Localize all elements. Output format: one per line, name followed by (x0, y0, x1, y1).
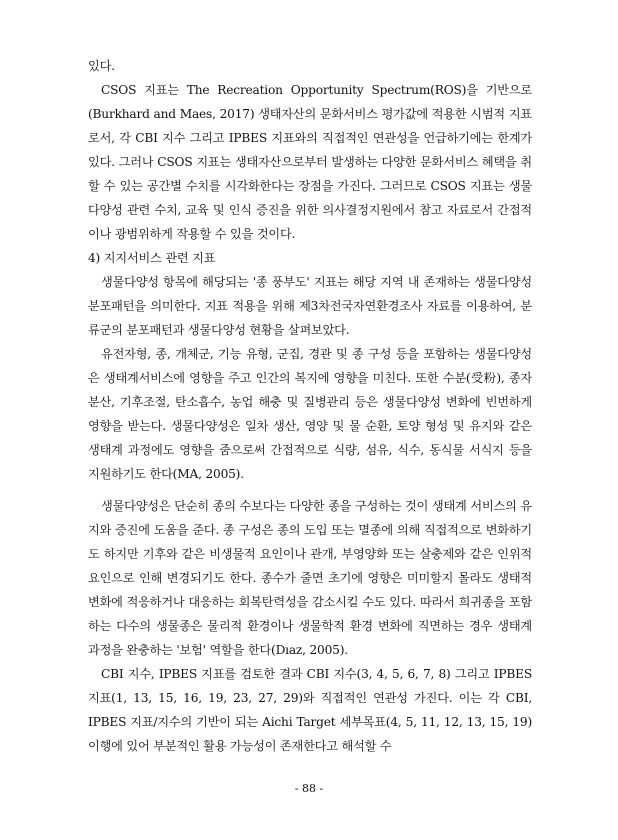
paragraph-species-composition: 생물다양성은 단순히 종의 수보다는 다양한 종을 구성하는 것이 생태계 서비스의 유지와 증진에 도움을 준다. 종 구성은 종의 도입 또는 멸종에 의해 직접적으로 변화하기도 하지만 기후와 같은 비생물적 요인이나 관개, 부영양화 또는 살충제와 같은 인위적 요인으로 인해 변경되기도 한다. 종수가 줄면 초기에 영향은 미미할지 몰라도 생태적 변화에 적응하거나 대응하는 회복탄력성을 감소시킬 수도 있다. 따라서 희귀종을 포함하는 다수의 생물종은 물리적 환경이나 생물학적 환경 변화에 직면하는 경우 생태계 과정을 완충하는 '보험' 역할을 한다(Dıaz, 2005). (88, 499, 532, 657)
body-text (88, 54, 532, 758)
section-heading: 4) 지지서비스 관련 지표 (88, 251, 216, 265)
paragraph-csos: CSOS 지표는 The Recreation Opportunity Spectrum(ROS)을 기반으로 (Burkhard and Maes, 2017) 생태자산의 문화서비스 평가값에 적용한 시범적 지표로서, 각 CBI 지수 그리고 IPBES 지표와의 직접적인 연관성을 언급하기에는 한계가 있다. 그러나 CSOS 지표는 생태자산으로부터 발생하는 다양한 문화서비스 혜택을 취할 수 있는 공간별 수치를 시각화한다는 장점을 가진다. 그러므로 CSOS 지표는 생물다양성 관련 수치, 교육 및 인식 증진을 위한 의사결정지원에서 참고 자료로서 간접적이나 광범위하게 작용할 수 있을 것이다. (88, 83, 532, 241)
page-number: - 88 - (294, 782, 324, 795)
paragraph-cbi-ipbes: CBI 지수, IPBES 지표를 검토한 결과 CBI 지수(3, 4, 5, 6, 7, 8) 그리고 IPBES 지표(1, 13, 15, 16, 19, 23, 27, 29)와 직접적인 연관성 가진다. 이는 각 CBI, IPBES 지표/지수의 기반이 되는 Aichi Target 세부목표(4, 5, 11, 12, 13, 15, 19) 이행에 있어 부분적인 활용 가능성이 존재한다고 해석할 수 (88, 667, 532, 753)
continuation-text: 있다. (88, 59, 115, 73)
paragraph-species-richness: 생물다양성 항목에 해당되는 '종 풍부도' 지표는 해당 지역 내 존재하는 생물다양성 분포패턴을 의미한다. 지표 적용을 위해 제3차전국자연환경조사 자료를 이용하여, 분류군의 분포패턴과 생물다양성 현황을 살펴보았다. (88, 275, 532, 337)
paragraph-biodiversity-services: 유전자형, 종, 개체군, 기능 유형, 군집, 경관 및 종 구성 등을 포함하는 생물다양성은 생태계서비스에 영향을 주고 인간의 복지에 영향을 미친다. 또한 수분(受粉), 종자 분산, 기후조절, 탄소흡수, 농업 해충 및 질병관리 등은 생물다양성 변화에 빈번하게 영향을 받는다. 생물다양성은 일차 생산, 영양 및 물 순환, 토양 형성 및 유지와 같은 생태계 과정에도 영향을 줌으로써 간접적으로 식량, 섬유, 식수, 동식물 서식지 등을 지원하기도 한다(MA, 2005). (88, 347, 532, 481)
